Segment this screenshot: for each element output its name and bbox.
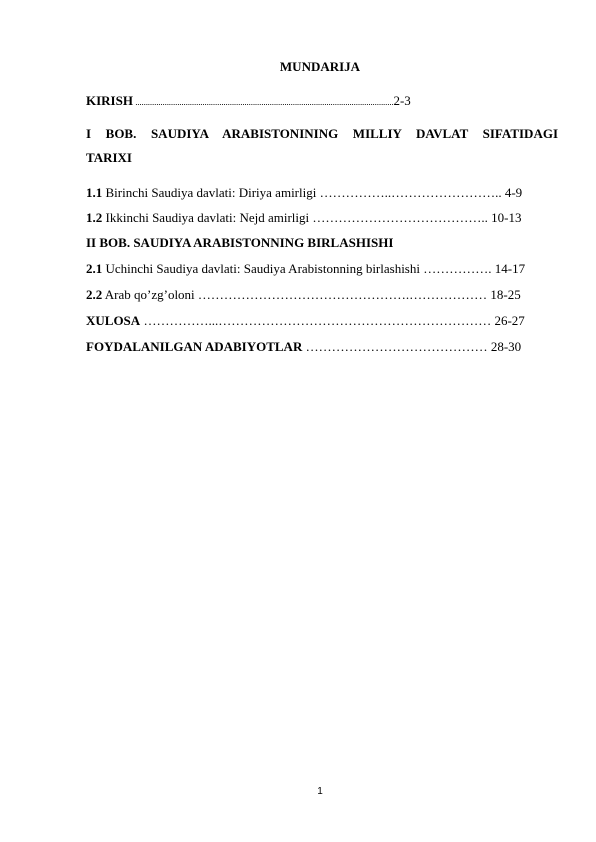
toc-leader-dots: ……………. <box>423 261 495 276</box>
toc-entry-2-1 <box>86 261 558 277</box>
toc-entry-label: Arab qo’zg’oloni <box>102 287 198 302</box>
toc-section-number: 2.1 <box>86 261 103 276</box>
toc-chapter-1-heading <box>86 122 558 170</box>
toc-leader-dots: …………………………………… <box>302 339 491 354</box>
toc-page-range: 14-17 <box>494 261 526 276</box>
toc-entry-label: FOYDALANILGAN ADABIYOTLAR <box>86 339 303 354</box>
toc-leader-dots: ……………..…………………….. <box>319 185 505 200</box>
toc-page-range: 2-3 <box>393 93 411 108</box>
toc-entry-label: Birinchi Saudiya davlati: Diriya amirligi <box>102 185 320 200</box>
page-number: 1 <box>317 786 323 797</box>
toc-leader-dots: ………………………………………….……………… <box>197 287 491 302</box>
toc-chapter-1-line2: TARIXI <box>86 150 132 165</box>
toc-page-range: 10-13 <box>491 210 522 225</box>
toc-entry-label: KIRISH <box>86 93 133 108</box>
toc-entry-label: Ikkinchi Saudiya davlati: Nejd amirligi <box>102 210 313 225</box>
toc-chapter-1-line1: I BOB. SAUDIYA ARABISTONINING MILLIY DAVLAT SIFATIDAGI <box>86 126 558 141</box>
toc-entry-xulosa <box>86 313 558 329</box>
toc-entry-label: Uchinchi Saudiya davlati: Saudiya Arabistonning birlashishi <box>102 261 424 276</box>
toc-entry-1-2 <box>86 210 558 226</box>
toc-entry-adabiyotlar <box>86 339 558 355</box>
toc-entry-1-1 <box>86 185 558 201</box>
toc-entry-2-2 <box>86 287 558 303</box>
toc-leader-dots: ……………...……………………………………………………… <box>140 313 495 328</box>
toc-page-range: 4-9 <box>504 185 523 200</box>
toc-page-range: 26-27 <box>494 313 525 328</box>
toc-section-number: 1.1 <box>86 185 103 200</box>
toc-chapter-2-heading: II BOB. SAUDIYA ARABISTONNING BIRLASHISHI <box>86 235 394 250</box>
page-title: MUNDARIJA <box>279 59 361 74</box>
toc-section-number: 2.2 <box>86 287 103 302</box>
toc-leader-dots: ........................................................................................................................... <box>132 97 394 107</box>
toc-entry-label: XULOSA <box>86 313 141 328</box>
toc-leader-dots: ………………………………….. <box>312 210 492 225</box>
toc-page-range: 18-25 <box>490 287 521 302</box>
toc-entry-kirish <box>86 93 558 109</box>
toc-section-number: 1.2 <box>86 210 103 225</box>
toc-page-range: 28-30 <box>490 339 522 354</box>
